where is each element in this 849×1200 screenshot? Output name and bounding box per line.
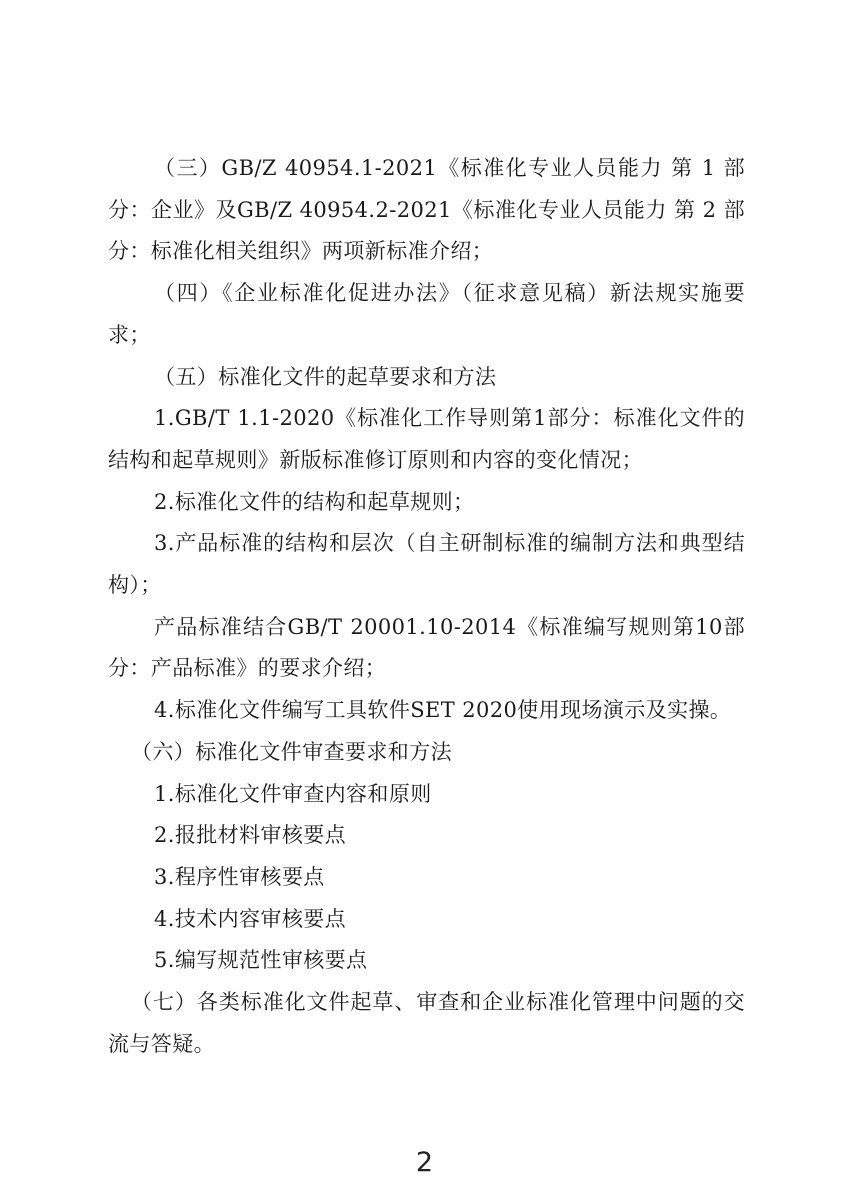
paragraph-item-6-3: 3.程序性审核要点 <box>154 864 325 889</box>
paragraph-item-5-2: 2.标准化文件的结构和起草规则； <box>154 489 475 514</box>
paragraph-item-5-3-note: 产品标准结合GB/T 20001.10-2014《标准编写规则第10部分：产品标准》的要求介绍； <box>108 614 745 681</box>
paragraph-item-6-1: 1.标准化文件审查内容和原则 <box>154 781 432 806</box>
paragraph-section-3: （三）GB/Z 40954.1-2021《标准化专业人员能力 第 1 部分：企业》及GB/Z 40954.2-2021《标准化专业人员能力 第 2 部分：标准化相关组织》两项新标准介绍； <box>108 156 745 264</box>
paragraph-item-5-3: 3.产品标准的结构和层次（自主研制标准的编制方法和典型结构）； <box>108 531 745 598</box>
paragraph-section-6: （六）标准化文件审查要求和方法 <box>131 739 452 764</box>
page-number: 2 <box>415 1147 434 1178</box>
paragraph-item-5-4: 4.标准化文件编写工具软件SET 2020使用现场演示及实操。 <box>154 698 732 723</box>
paragraph-item-6-5: 5.编写规范性审核要点 <box>154 948 368 973</box>
document-body <box>108 148 745 1065</box>
paragraph-item-6-2: 2.报批材料审核要点 <box>154 823 347 848</box>
paragraph-section-4: （四）《企业标准化促进办法》（征求意见稿）新法规实施要求； <box>108 281 745 347</box>
paragraph-section-5: （五）标准化文件的起草要求和方法 <box>154 364 497 389</box>
paragraph-section-7: （七）各类标准化文件起草、审查和企业标准化管理中问题的交流与答疑。 <box>108 990 745 1056</box>
paragraph-item-6-4: 4.技术内容审核要点 <box>154 906 347 931</box>
paragraph-item-5-1: 1.GB/T 1.1-2020《标准化工作导则第1部分：标准化文件的结构和起草规则》新版标准修订原则和内容的变化情况； <box>108 406 745 472</box>
